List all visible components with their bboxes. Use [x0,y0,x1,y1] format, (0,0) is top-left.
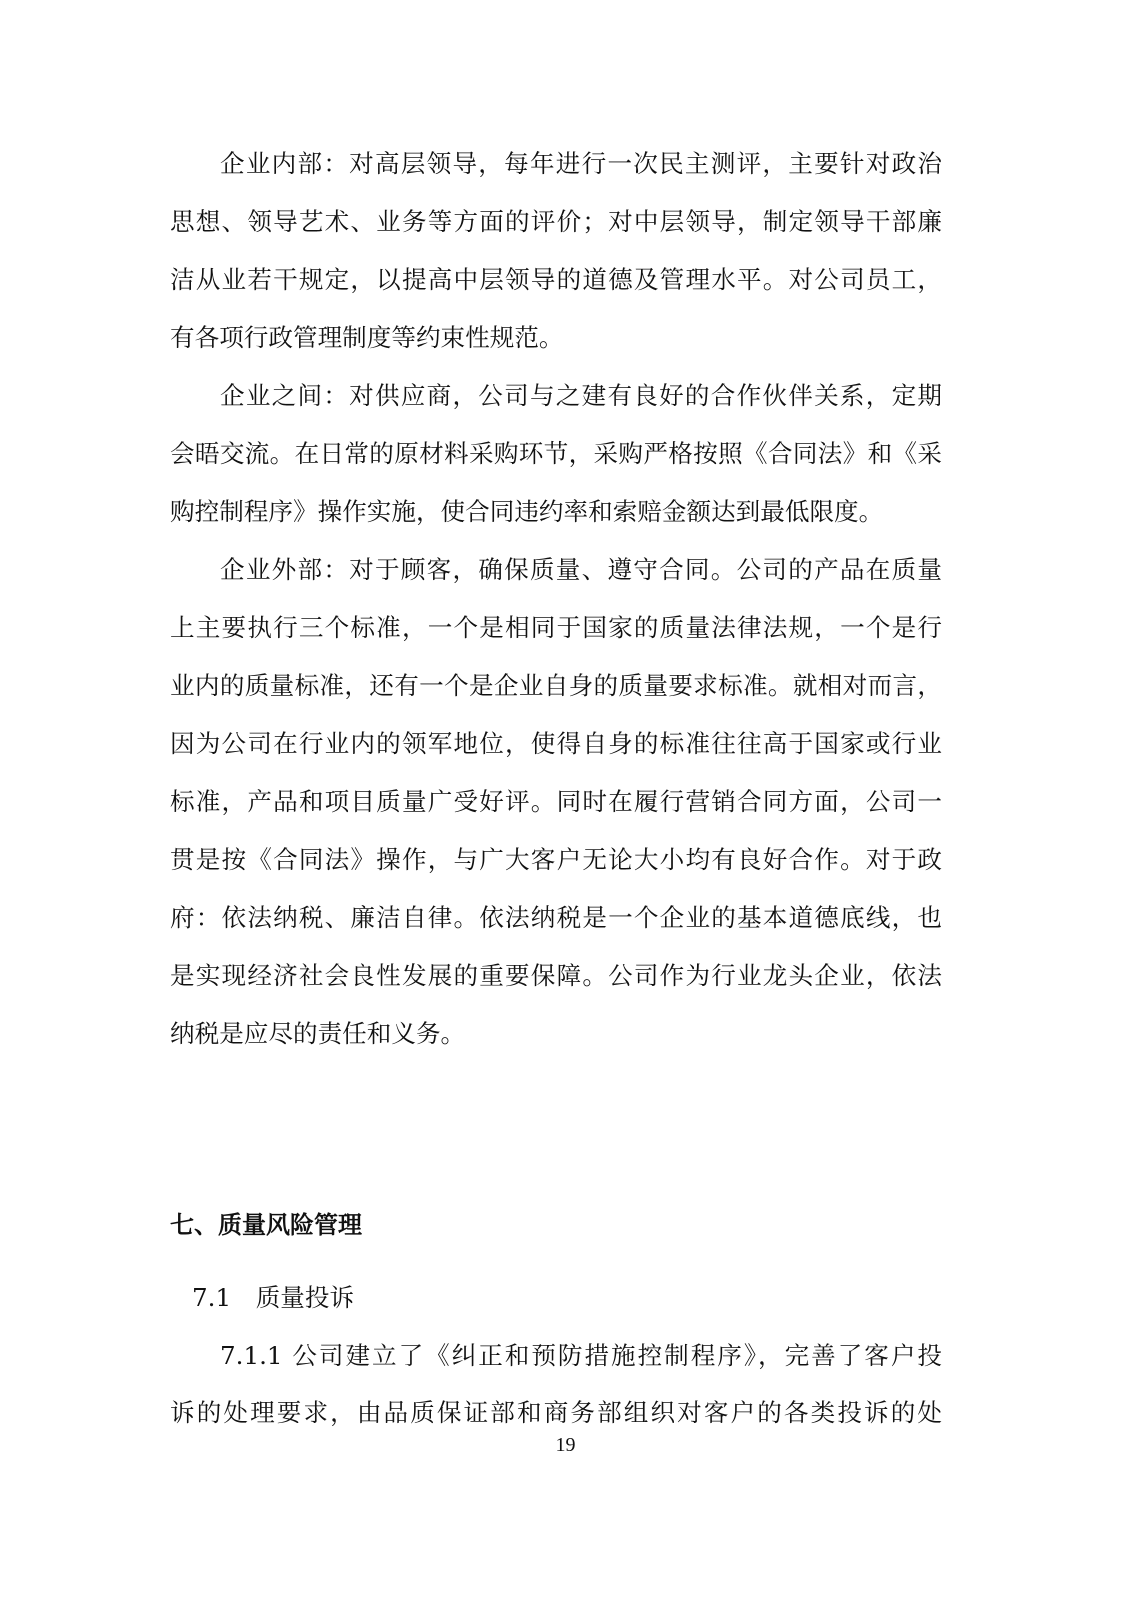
paragraph-3-line-2: 上主要执行三个标准，一个是相同于国家的质量法律法规，一个是行 [170,613,942,642]
paragraph-2-line-3: 购控制程序》操作实施，使合同违约率和索赔金额达到最低限度。 [170,497,884,526]
paragraph-3-line-9: 纳税是应尽的责任和义务。 [170,1019,466,1048]
paragraph-3-line-8: 是实现经济社会良性发展的重要保障。公司作为行业龙头企业，依法 [170,961,942,990]
page-number: 19 [555,1434,576,1456]
subsection-heading: 7.1 质量投诉 [192,1283,355,1312]
paragraph-1-line-3: 洁从业若干规定，以提高中层领导的道德及管理水平。对公司员工， [170,265,942,294]
paragraph-3-line-6: 贯是按《合同法》操作，与广大客户无论大小均有良好合作。对于政 [170,845,942,874]
paragraph-4-line-1: 7.1.1 公司建立了《纠正和预防措施控制程序》，完善了客户投 [220,1341,942,1370]
paragraph-1-line-4: 有各项行政管理制度等约束性规范。 [170,323,564,352]
paragraph-3-line-1: 企业外部：对于顾客，确保质量、遵守合同。公司的产品在质量 [220,555,942,584]
paragraph-3-line-7: 府：依法纳税、廉洁自律。依法纳税是一个企业的基本道德底线，也 [170,903,942,932]
paragraph-3-line-3: 业内的质量标准，还有一个是企业自身的质量要求标准。就相对而言， [170,671,942,700]
paragraph-2-line-1: 企业之间：对供应商，公司与之建有良好的合作伙伴关系，定期 [220,381,942,410]
paragraph-2-line-2: 会晤交流。在日常的原材料采购环节，采购严格按照《合同法》和《采 [170,439,942,468]
paragraph-3-line-5: 标准，产品和项目质量广受好评。同时在履行营销合同方面，公司一 [170,787,942,816]
paragraph-3-line-4: 因为公司在行业内的领军地位，使得自身的标准往往高于国家或行业 [170,729,942,758]
section-heading: 七、质量风险管理 [170,1211,362,1239]
paragraph-1-line-2: 思想、领导艺术、业务等方面的评价；对中层领导，制定领导干部廉 [170,207,942,236]
paragraph-1-line-1: 企业内部：对高层领导，每年进行一次民主测评，主要针对政治 [220,149,942,178]
paragraph-4-line-2: 诉的处理要求，由品质保证部和商务部组织对客户的各类投诉的处 [170,1398,942,1427]
